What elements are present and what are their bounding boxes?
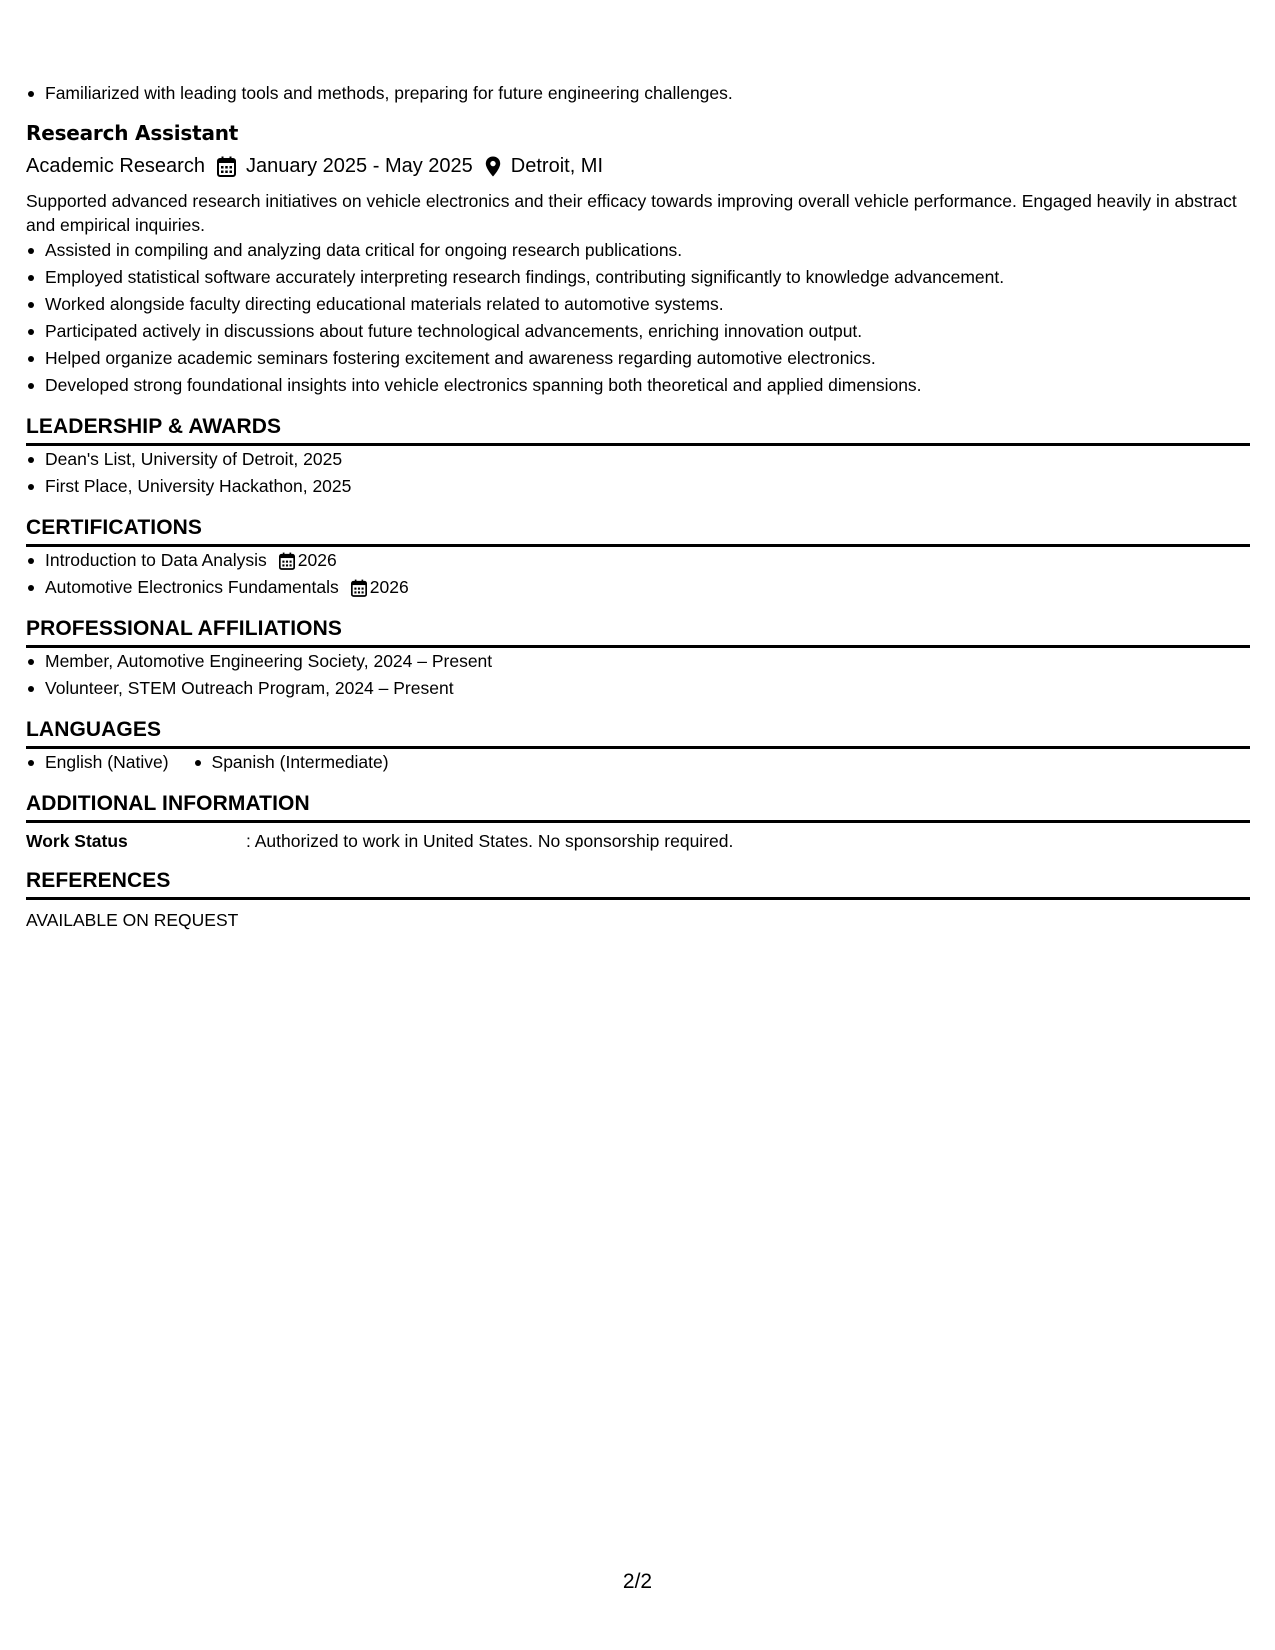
job-description: Supported advanced research initiatives on vehicle electronics and their efficacy towards improving overall vehicle performance. Engaged heavily in abstract and empirical inquiries. [26,191,1237,235]
previous-job-bullets [26,80,1250,107]
section-heading-languages: LANGUAGES [26,716,1250,749]
job-title: Research Assistant [26,121,239,145]
list-item: Worked alongside faculty directing educational materials related to automotive systems. [44,291,1250,318]
list-item: First Place, University Hackathon, 2025 [44,473,1250,500]
list-item: Dean's List, University of Detroit, 2025 [44,446,1250,473]
job-location: Detroit, MI [510,155,604,177]
certifications-list [26,547,1250,601]
section-heading-leadership: LEADERSHIP & AWARDS [26,413,1250,446]
languages-list [26,749,1250,776]
list-item [44,574,1250,601]
job-dates: January 2025 - May 2025 [245,155,473,177]
list-item: Employed statistical software accurately interpreting research findings, contributing significantly to knowledge advancement. [44,264,1250,291]
section-heading-affiliations: PROFESSIONAL AFFILIATIONS [26,615,1250,648]
list-item: Familiarized with leading tools and methods, preparing for future engineering challenges. [44,80,1250,107]
work-status-value: : Authorized to work in United States. No sponsorship required. [246,831,734,851]
list-item: Volunteer, STEM Outreach Program, 2024 – Present [44,675,1250,702]
certification-name: Introduction to Data Analysis [45,550,267,570]
list-item: Spanish (Intermediate) [211,749,389,776]
section-heading-additional: ADDITIONAL INFORMATION [26,790,1250,823]
map-pin-icon [485,156,501,177]
job-bullets [26,237,1250,399]
job-organization: Academic Research [26,155,205,177]
certification-year: 2026 [369,577,409,597]
list-item: Participated actively in discussions about future technological advancements, enriching innovation output. [44,318,1250,345]
resume-content [26,80,1250,932]
list-item: Member, Automotive Engineering Society, 2024 – Present [44,648,1250,675]
work-status-label: Work Status [26,831,128,851]
list-item: English (Native) [44,749,169,776]
list-item: Assisted in compiling and analyzing data critical for ongoing research publications. [44,237,1250,264]
list-item [44,547,1250,574]
references-text: AVAILABLE ON REQUEST [26,910,239,930]
section-heading-references: REFERENCES [26,867,1250,900]
certification-year: 2026 [297,550,337,570]
calendar-icon [279,552,295,570]
leadership-list [26,446,1250,500]
calendar-icon [351,579,367,597]
job-meta [26,151,1250,181]
list-item: Helped organize academic seminars fostering excitement and awareness regarding automotive electronics. [44,345,1250,372]
section-heading-certifications: CERTIFICATIONS [26,514,1250,547]
page-number: 2/2 [622,1570,653,1593]
certification-name: Automotive Electronics Fundamentals [45,577,339,597]
calendar-icon [217,156,236,177]
list-item: Developed strong foundational insights into vehicle electronics spanning both theoretical and applied dimensions. [44,372,1250,399]
work-status-row [26,829,1250,853]
affiliations-list [26,648,1250,702]
